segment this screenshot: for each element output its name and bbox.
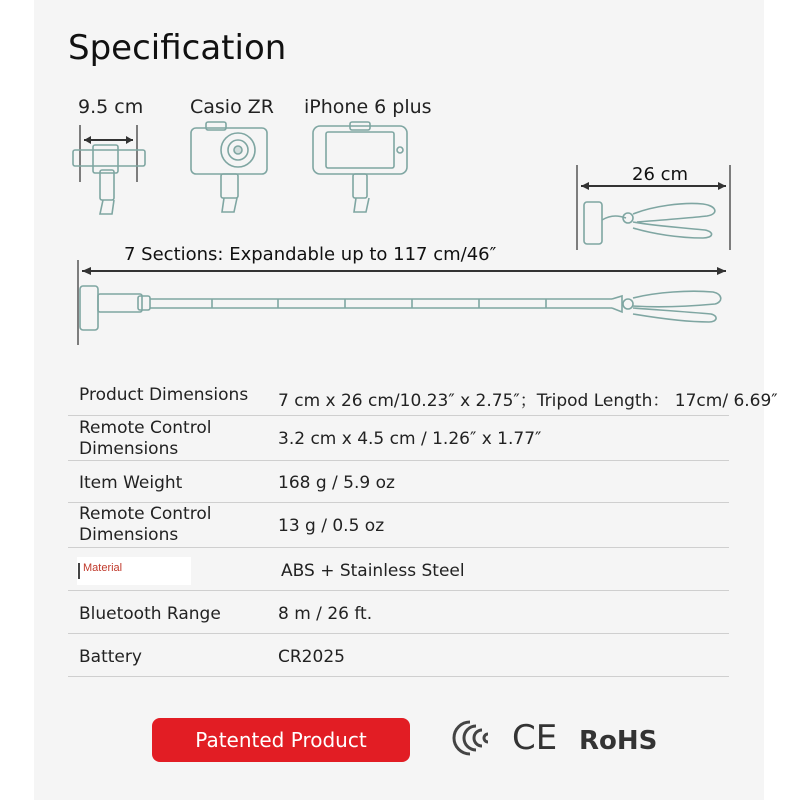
spec-value: 7 cm x 26 cm/10.23″ x 2.75″；Tripod Length： 17cm/ 6.69″ [278, 391, 778, 411]
table-row [68, 591, 729, 634]
spec-value: 8 m / 26 ft. [278, 604, 373, 624]
spec-label: Material [83, 562, 123, 574]
phone-label: iPhone 6 plus [304, 96, 432, 118]
patented-product-badge: Patented Product [152, 718, 410, 762]
table-row [68, 461, 729, 503]
material-label-patch [77, 557, 191, 585]
tripod-length-label: 26 cm [632, 164, 689, 185]
selfie-stick-drawing [78, 260, 726, 345]
spec-table [68, 374, 778, 677]
spec-value: 13 g / 0.5 oz [278, 516, 385, 536]
spec-value: 168 g / 5.9 oz [278, 473, 395, 493]
phone-drawing [313, 122, 407, 212]
camera-label: Casio ZR [190, 96, 274, 118]
table-row [68, 416, 729, 461]
spec-label: Remote Control Dimensions [79, 418, 212, 459]
fcc-icon [446, 716, 494, 760]
table-row [68, 548, 729, 591]
spec-value: CR2025 [278, 647, 345, 667]
spec-value: 3.2 cm x 4.5 cm / 1.26″ x 1.77″ [278, 429, 542, 449]
extension-length-label: 7 Sections: Expandable up to 117 cm/46″ [124, 244, 497, 265]
rohs-mark: RoHS [579, 726, 658, 756]
holder-width-label: 9.5 cm [78, 96, 144, 118]
spec-label: Item Weight [79, 473, 183, 493]
spec-label: Product Dimensions [79, 385, 249, 405]
camera-drawing [191, 122, 267, 212]
phone-holder-drawing [73, 125, 145, 214]
page-title: Specification [68, 28, 287, 68]
table-row [68, 634, 729, 677]
table-row [68, 374, 778, 416]
table-row [68, 503, 729, 548]
spec-value: ABS + Stainless Steel [281, 561, 465, 581]
ce-mark: CE [512, 718, 558, 758]
spec-label: Remote Control Dimensions [79, 504, 212, 545]
spec-label: Bluetooth Range [79, 604, 221, 624]
spec-label: Battery [79, 647, 142, 667]
